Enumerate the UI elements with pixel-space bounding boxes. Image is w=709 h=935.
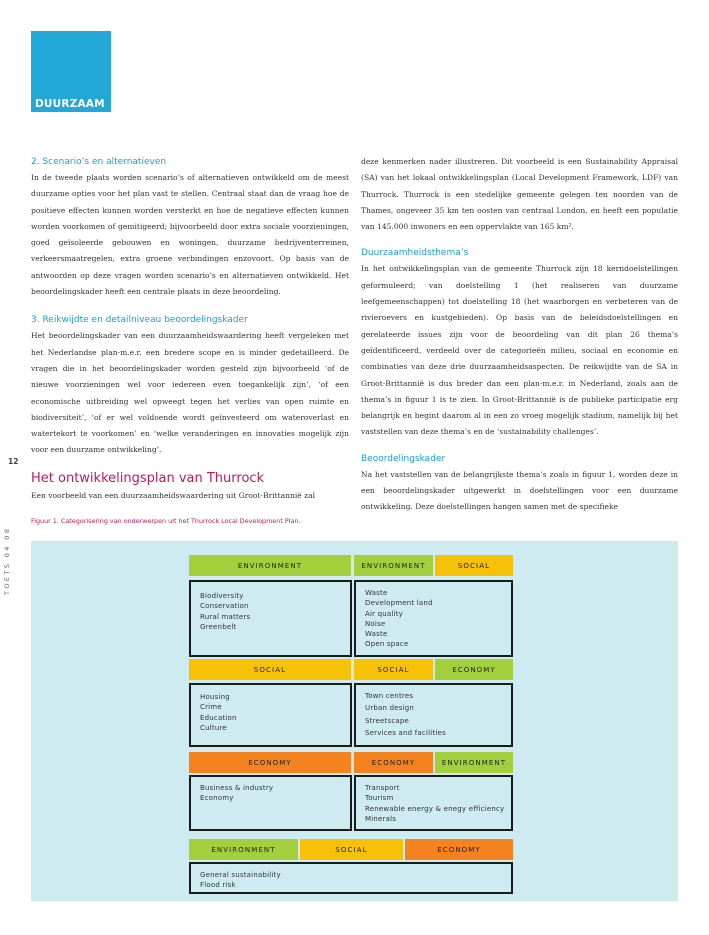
list-item: Transport [365, 784, 400, 792]
row3-right-box [354, 775, 513, 831]
heading-themas: Duurzaamheidsthema’s [361, 248, 469, 259]
row1-right-header-social: SOCIAL [435, 555, 513, 576]
row4-header-social: SOCIAL [300, 839, 403, 860]
list-item: Housing [200, 693, 230, 701]
row2-right-header-social: SOCIAL [354, 659, 433, 680]
figure-caption: Figuur 1. Categorisering van onderwerpen uit het Thurrock Local Development Plan. [31, 517, 301, 525]
row2-right-header-economy: ECONOMY [435, 659, 513, 680]
row4-header-economy: ECONOMY [405, 839, 513, 860]
list-item: Economy [200, 794, 234, 803]
row3-right-header-economy: ECONOMY [354, 752, 433, 773]
heading-scenarios: 2. Scenario’s en alternatieven [31, 157, 167, 167]
paragraph-beoordelingskader: Na het vaststellen van de belangrijkste thema’s zoals in figuur 1, worden deze in een beoordelingskader uitgewerkt in doelstellingen voor een duurzame ontwikkeling. Deze doelstellingen hangen samen met de specifieke [361, 469, 678, 512]
row1-left-header: ENVIRONMENT [189, 555, 351, 576]
row3-right-header-environment: ENVIRONMENT [435, 752, 513, 773]
list-item: Crime [200, 703, 222, 712]
heading-reikwijdte: 3. Reikwijdte en detailniveau beoordelingskader [31, 315, 248, 326]
row2-right-box [354, 683, 513, 747]
right-column [361, 154, 678, 516]
row4-header-environment: ENVIRONMENT [189, 839, 298, 860]
list-item: Minerals [365, 814, 397, 823]
list-item: Waste [365, 630, 388, 639]
list-item: Conservation [200, 602, 249, 611]
list-item: Business & industry [200, 784, 274, 792]
list-item: Education [200, 713, 237, 722]
list-item: Services and facilities [365, 728, 446, 737]
row4-box [189, 862, 513, 894]
row2-left-box [189, 683, 352, 747]
list-item: Waste [365, 589, 388, 597]
heading-thurrock: Het ontwikkelingsplan van Thurrock [31, 470, 265, 486]
list-item: Air quality [365, 609, 403, 618]
list-item: Tourism [365, 794, 394, 803]
page-number: 12 [8, 457, 19, 466]
row3-left-header: ECONOMY [189, 752, 351, 773]
list-item: Greenbelt [200, 622, 237, 631]
list-item: Streetscape [365, 716, 410, 725]
list-item: Noise [365, 619, 386, 628]
paragraph-thurrock: Een voorbeeld van een duurzaamheidswaardering uit Groot-Brittannië zal [31, 490, 316, 500]
list-item: Open space [365, 640, 409, 649]
list-item: Urban design [365, 704, 415, 713]
list-item: Rural matters [200, 612, 251, 621]
row1-right-box [354, 580, 513, 657]
heading-beoordelingskader: Beoordelingskader [361, 453, 446, 464]
row1-left-box [189, 580, 352, 657]
row2-left-header: SOCIAL [189, 659, 351, 680]
list-item: Development land [365, 599, 433, 608]
paragraph-reikwijdte: Het beoordelingskader van een duurzaamheidswaardering heeft vergeleken met het Nederlandse plan-m.e.r. een bredere scope en is minder gedetailleerd. De vragen die in het beoordelingskader worden gesteld zijn bijvoorbeeld ‘of de nieuwe voorzieningen wel voor iedereen even toegankelijk zijn’, ‘of een economische uitbreiding wel opweegt tegen het verlies van open ruimte en biodiversiteit’, ‘of er wel voldoende wordt geïnvesteerd om wateroverlast en watertekort te voorkomen’ en ‘welke veranderingen en innovaties mogelijk zijn voor een duurzame ontwikkeling’. [31, 331, 349, 455]
section-label: DUURZAAM [35, 98, 105, 110]
list-item: Culture [200, 723, 227, 732]
paragraph-intro: deze kenmerken nader illustreren. Dit voorbeeld is een Sustainability Appraisal (SA) van het lokaal ontwikkelingsplan (Local Development Framework, LDF) van Thurrock. Thurrock is een stedelijke gemeente gelegen ten noorden van de Thames, ongeveer 35 km ten oosten van centraal London, en heeft een populatie van 145.000 inwoners en een oppervlakte van 165 km². [361, 157, 678, 232]
list-item: Renewable energy & enegy efficiency [365, 804, 505, 813]
paragraph-scenarios: In de tweede plaats worden scenario’s of alternatieven ontwikkeld om de meest duurzame opties voor het plan vast te stellen. Centraal staat dan de vraag hoe de positieve effecten kunnen worden versterkt en hoe de negatieve effecten kunnen worden voorkomen of gemitigeerd; bijvoorbeeld door extra sociale voorzieningen, goed geïsoleerde gebouwen en woningen, duurzame bedrijventerreinen, verkeersmaatregelen, extra groene verbindingen enzovoort. Op basis van de antwoorden op deze vragen worden scenario’s en alternatieven ontwikkeld. Het beoordelingskader heeft een centrale plaats in deze beoordeling. [31, 173, 349, 297]
paragraph-themas: In het ontwikkelingsplan van de gemeente Thurrock zijn 18 kerndoelstellingen geformuleerd; van doelstelling 1 (het realiseren van duurzame leefgemeenschappen) tot doelstelling 18 (het waarborgen en verbeteren van de rivieroevers en kustgebieden). Op basis van de beleidsdoelstellingen en gerelateerde issues zijn voor de beoordeling van dit plan 26 thema’s geïdentificeerd, verdeeld over de categorieën milieu, sociaal en economie en combinaties van deze drie duurzaamheidsaspecten. De reikwijdte van de SA in Groot-Brittannië is dus breder dan een plan-m.e.r. in Nederland, zoals aan de thema’s in figuur 1 is te zien. In Groot-Brittannië is de publieke participatie erg belangrijk en begint daarom al in een zo vroeg mogelijk stadium, namelijk bij het vaststellen van deze thema’s en de ‘sustainability challenges’. [361, 264, 678, 437]
row1-right-header-environment: ENVIRONMENT [354, 555, 433, 576]
list-item: Town centres [365, 692, 414, 700]
journal-label: TOETS 04 08 [3, 526, 11, 595]
list-item: Biodiversity [200, 592, 244, 600]
list-item: Flood risk [200, 881, 236, 890]
list-item: General sustainability [200, 871, 281, 879]
row3-left-box [189, 775, 352, 831]
left-column [31, 154, 349, 504]
